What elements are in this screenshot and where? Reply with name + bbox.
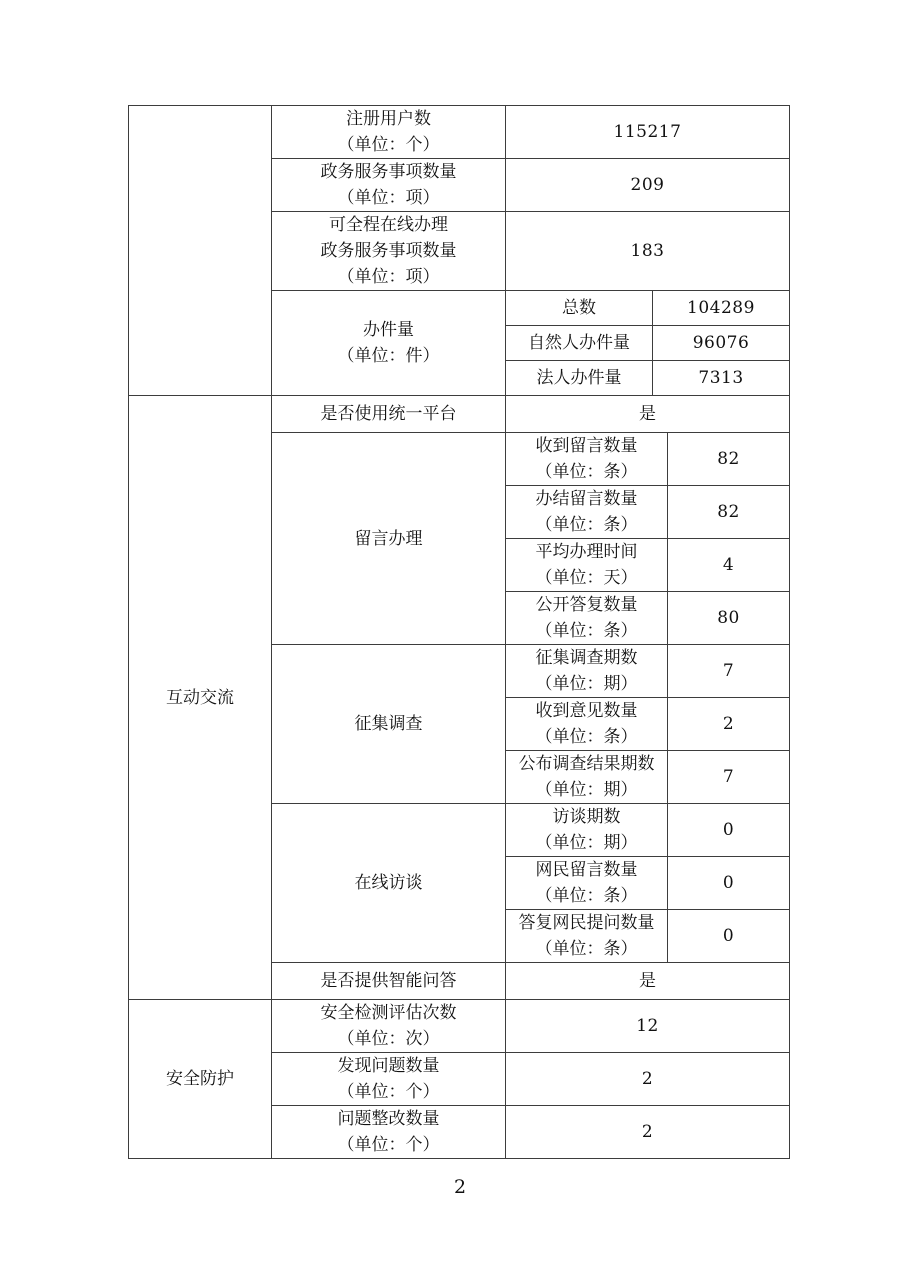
label-line: 网民留言数量 [535, 860, 638, 880]
sub-label-netizen-questions-answered [506, 910, 668, 963]
sub-value-messages-resolved: 82 [668, 486, 790, 539]
sub-value-case-total: 104289 [653, 291, 790, 326]
sub-label-interview-sessions [506, 804, 668, 857]
unit-line: （单位：个） [337, 1135, 440, 1155]
unit-line: （单位：项） [337, 188, 440, 208]
row-value-registered-users: 115217 [506, 106, 790, 159]
sub-label-messages-received [506, 433, 668, 486]
sub-value-average-handling-time: 4 [668, 539, 790, 592]
row-value-service-items: 209 [506, 159, 790, 212]
label-line: 问题整改数量 [337, 1109, 440, 1129]
unit-line: （单位：条） [535, 886, 638, 906]
sub-label-opinions-received [506, 698, 668, 751]
label-line: 办结留言数量 [535, 489, 638, 509]
label-line: 收到意见数量 [535, 701, 638, 721]
unit-line: （单位：项） [337, 267, 440, 287]
sub-label-case-total: 总数 [506, 291, 653, 326]
row-value-smart-qa: 是 [506, 963, 790, 1000]
sub-value-case-natural-person: 96076 [653, 326, 790, 361]
unit-line: （单位：条） [535, 515, 638, 535]
unit-line: （单位：期） [535, 780, 638, 800]
label-line: 注册用户数 [346, 109, 431, 129]
row-value-security-assessments: 12 [506, 1000, 790, 1053]
category-cell-empty [129, 106, 272, 396]
sub-label-netizen-messages [506, 857, 668, 910]
unit-line: （单位：件） [337, 346, 440, 366]
label-line: 办件量 [363, 320, 414, 340]
sub-value-opinions-received: 2 [668, 698, 790, 751]
row-value-full-online-items: 183 [506, 212, 790, 291]
unit-line: （单位：个） [337, 1082, 440, 1102]
label-line: 公开答复数量 [535, 595, 638, 615]
row-label-security-assessments [272, 1000, 506, 1053]
label-line: 收到留言数量 [535, 436, 638, 456]
label-line: 可全程在线办理 [329, 215, 448, 235]
table-row [129, 106, 790, 159]
row-label-full-online-items [272, 212, 506, 291]
row-label-unified-platform: 是否使用统一平台 [272, 396, 506, 433]
label-line: 答复网民提问数量 [518, 913, 655, 933]
table-row [129, 1000, 790, 1053]
unit-line: （单位：条） [535, 462, 638, 482]
sub-label-survey-issues [506, 645, 668, 698]
page-number: 2 [453, 1176, 467, 1198]
unit-line: （单位：条） [535, 939, 638, 959]
sub-value-netizen-questions-answered: 0 [668, 910, 790, 963]
label-line: 政务服务事项数量 [320, 241, 457, 261]
sub-label-messages-resolved [506, 486, 668, 539]
label-line: 访谈期数 [552, 807, 621, 827]
label-line: 发现问题数量 [337, 1056, 440, 1076]
row-value-problems-found: 2 [506, 1053, 790, 1106]
unit-line: （单位：期） [535, 674, 638, 694]
row-value-problems-rectified: 2 [506, 1106, 790, 1159]
label-line: 征集调查期数 [535, 648, 638, 668]
category-cell-security: 安全防护 [129, 1000, 272, 1159]
unit-line: （单位：期） [535, 833, 638, 853]
sub-label-average-handling-time [506, 539, 668, 592]
unit-line: （单位：个） [337, 135, 440, 155]
sub-label-public-replies [506, 592, 668, 645]
annual-report-table [128, 105, 790, 1159]
unit-line: （单位：条） [535, 621, 638, 641]
row-label-registered-users [272, 106, 506, 159]
sub-label-survey-results-published [506, 751, 668, 804]
sub-value-survey-results-published: 7 [668, 751, 790, 804]
unit-line: （单位：天） [535, 568, 638, 588]
label-line: 平均办理时间 [535, 542, 638, 562]
sub-value-interview-sessions: 0 [668, 804, 790, 857]
label-line: 政务服务事项数量 [320, 162, 457, 182]
row-label-problems-found [272, 1053, 506, 1106]
row-label-online-interview: 在线访谈 [272, 804, 506, 963]
sub-value-messages-received: 82 [668, 433, 790, 486]
row-value-unified-platform: 是 [506, 396, 790, 433]
row-label-service-items [272, 159, 506, 212]
label-line: 公布调查结果期数 [518, 754, 655, 774]
row-label-case-volume [272, 291, 506, 396]
label-line: 安全检测评估次数 [320, 1003, 457, 1023]
sub-label-case-legal-person: 法人办件量 [506, 361, 653, 396]
sub-value-public-replies: 80 [668, 592, 790, 645]
unit-line: （单位：条） [535, 727, 638, 747]
sub-label-case-natural-person: 自然人办件量 [506, 326, 653, 361]
row-label-message-handling: 留言办理 [272, 433, 506, 645]
sub-value-case-legal-person: 7313 [653, 361, 790, 396]
table-row [129, 396, 790, 433]
row-label-smart-qa: 是否提供智能问答 [272, 963, 506, 1000]
category-cell-interaction: 互动交流 [129, 396, 272, 1000]
unit-line: （单位：次） [337, 1029, 440, 1049]
row-label-survey: 征集调查 [272, 645, 506, 804]
sub-value-netizen-messages: 0 [668, 857, 790, 910]
row-label-problems-rectified [272, 1106, 506, 1159]
sub-value-survey-issues: 7 [668, 645, 790, 698]
